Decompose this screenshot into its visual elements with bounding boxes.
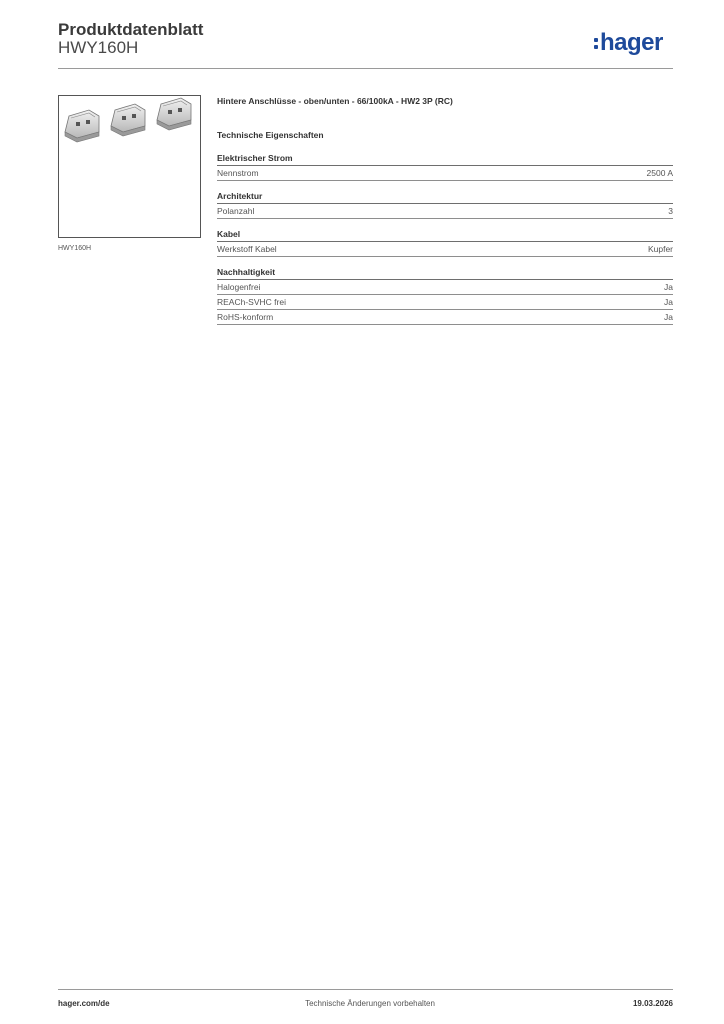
footer-website-link[interactable]: hager.com/de xyxy=(58,999,110,1008)
terminal-brackets-image xyxy=(59,96,202,239)
property-label: Halogenfrei xyxy=(217,282,261,292)
section-electrical-current xyxy=(217,153,673,181)
property-row xyxy=(217,242,673,257)
property-label: Werkstoff Kabel xyxy=(217,244,277,254)
hager-logo xyxy=(594,30,663,56)
product-image xyxy=(58,95,201,238)
footer-notice: Technische Änderungen vorbehalten xyxy=(305,999,435,1008)
property-label: Polanzahl xyxy=(217,206,255,216)
property-label: REACh-SVHC frei xyxy=(217,297,286,307)
footer-divider xyxy=(58,989,673,990)
section-sustainability xyxy=(217,267,673,325)
property-value: Ja xyxy=(664,282,673,292)
property-value: Kupfer xyxy=(647,244,673,254)
section-cable xyxy=(217,229,673,257)
section-title: Kabel xyxy=(217,229,673,242)
section-architecture xyxy=(217,191,673,219)
property-row xyxy=(217,280,673,295)
logo-dots-icon xyxy=(594,38,598,49)
property-value: Ja xyxy=(664,312,673,322)
property-row xyxy=(217,310,673,325)
product-details xyxy=(217,96,673,335)
document-title: Produktdatenblatt xyxy=(58,20,204,39)
property-value: Ja xyxy=(664,297,673,307)
bracket-1 xyxy=(65,110,99,142)
section-title: Architektur xyxy=(217,191,673,204)
bracket-3 xyxy=(157,98,191,130)
property-row xyxy=(217,295,673,310)
header-divider xyxy=(58,68,673,69)
property-value: 3 xyxy=(668,206,673,216)
footer-date: 19.03.2026 xyxy=(632,999,673,1008)
technical-properties-heading: Technische Eigenschaften xyxy=(217,130,324,140)
product-reference: HWY160H xyxy=(58,38,139,57)
bracket-2 xyxy=(111,104,145,136)
property-row xyxy=(217,166,673,181)
property-label: Nennstrom xyxy=(217,168,259,178)
image-caption: HWY160H xyxy=(58,245,92,252)
property-value: 2500 A xyxy=(646,168,673,178)
logo-wordmark: hager xyxy=(600,29,663,56)
section-title: Nachhaltigkeit xyxy=(217,267,673,280)
property-row xyxy=(217,204,673,219)
property-label: RoHS-konform xyxy=(217,312,274,322)
section-title: Elektrischer Strom xyxy=(217,153,673,166)
product-description: Hintere Anschlüsse - oben/unten - 66/100kA - HW2 3P (RC) xyxy=(217,96,453,106)
